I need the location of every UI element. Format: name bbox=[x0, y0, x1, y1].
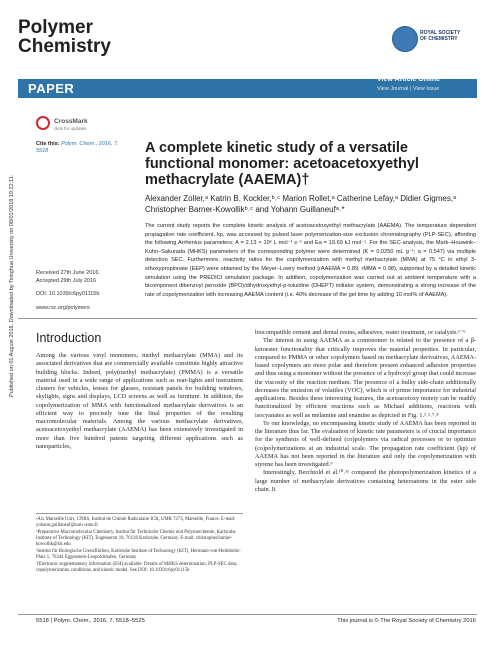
crossmark-icon bbox=[36, 116, 50, 130]
footnote-a: ᵃAix Marseille Univ, CNRS, Institut de Chimie Radicalaire ICR, UMR 7273, Marseille, France. E-mail: yohann.guillaneuf@univ-amu.fr bbox=[36, 517, 236, 529]
paragraph: Interestingly, Berchtold et al.¹⁰˒¹¹ compared the photopolymerization kinetics of a large number of methacrylate derivatives containing heteroatoms in the ester side chain. It bbox=[255, 469, 476, 493]
rsc-logo-text bbox=[420, 30, 460, 42]
paragraph: To our knowledge, no encompassing kinetic study of AAEMA has been reported in the literature thus far. The evaluation of kinetic rate parameters is of crucial importance for the synthesis of well-defined (co)polymers via radical processes or to optimize (co)polymerizations at an industrial scale. The propagation rate coefficient (kp) of AAEMA has not been reported in the literature and only the copolymerization with styrene has been investigated.⁹ bbox=[255, 419, 476, 468]
page-footer-citation: 5518 | Polym. Chem., 2016, 7, 5518–5525 bbox=[36, 618, 145, 624]
section-label: PAPER bbox=[28, 81, 75, 96]
paragraph: biocompatible cement and dental resins, adhesives, water treatment, or catalysts.¹⁻⁶ bbox=[255, 329, 466, 336]
rsc-crest-icon bbox=[392, 26, 418, 52]
author-list: Alexander Zoller,ᵃ Katrin B. Kockler,ᵇ˒ᶜ Marion Rollet,ᵃ Catherine Lefay,ᵃ Didier Gigmes,ᵃ Christopher Barner-Kowollikᵇ˒ᶜ and Yohann Guillaneufᵃ˒* bbox=[145, 194, 457, 214]
doi[interactable]: DOI: 10.1039/c6py01115b bbox=[36, 291, 100, 297]
crossmark-label: CrossMark bbox=[54, 118, 88, 125]
footer-divider bbox=[18, 614, 477, 615]
journal-title-line1: Polymer bbox=[18, 17, 93, 38]
affiliation-footnotes bbox=[36, 517, 243, 575]
download-side-note: Published on 01 August 2016. Downloaded by Tsinghua University on 08/01/2018 19:22:11. bbox=[9, 174, 15, 397]
paragraph: The interest in using AAEMA as a comonomer is related to the presence of a β-ketoester functionality that critically improves the material properties. In particular, compared to PMMA or other copolymers based on methacrylate derivatives, AAEMA-based copolymers are more polar and therefore present enhanced adhesion properties and thus using a monomer without the presence of a hydroxyl group that could increase the viscosity of the reaction medium. The presence of a bulky side-chain additionally decreases the emission of volatiles (VOC), which is of prime importance for industrial applications. Besides these interesting features, the acetoacetoxy moiety can be readily functionalized by efficient reactions such as Michael additions, reactions with isocyanates as well as melamine and enamine as depicted in Fig. 1.¹˒²˒⁷˒⁸ bbox=[255, 337, 476, 419]
journal-title bbox=[18, 18, 111, 56]
journal-title-line2: Chemistry bbox=[18, 36, 111, 57]
article-history bbox=[36, 270, 136, 312]
footnote-esi: †Electronic supplementary information (ESI) available: Details of MHKS determination, PLP-SEC data, copolymerization conditions, and kinetic model. See DOI: 10.1039/c6py01115b bbox=[36, 561, 238, 574]
view-article-online-link[interactable]: View Article Online bbox=[377, 76, 441, 83]
article-title: A complete kinetic study of a versatile functional monomer: acetoacetoxyethyl methacrylate (AAEMA)† bbox=[145, 140, 419, 188]
abstract: The current study reports the complete kinetic analysis of acetoacetoxyethyl methacrylate (AAEMA). The temperature dependent propagation rate coefficient, kp, was accessed by pulsed laser polymerization-size exclusion chromatography (PLP-SEC), affording the following Arrhenius parameters: A = 2.13 × 10⁶ L mol⁻¹ s⁻¹ and Ea = 19.69 kJ mol⁻¹. For the SEC-analysis, the Mark–Houwink–Kuhn–Sakurada (MHKS) parameters of the corresponding polymer were determined (K = 0.0250 mL g⁻¹; α = 0.547) via multiple detection SEC. Furthermore, reactivity ratios for the copolymerization with methyl methacrylate (MMA) at 75 °C in ethyl 3-ethoxypropionate (EEP) were obtained by the Meyer–Lowry method (rAAEMA = 0.89; rMMA = 0.98), supported by a detailed kinetic simulation using the PREDICI simulation package. In addition, copolymerization was carried out at ambient temperature with a bicomponent dibenzoyl peroxide (BPO)/dihydroxyethyl-p-toluidine (DHEPT) initiator system, demonstrating a strong increase of the rate of copolymerization with increasing AAEMA content (i.e. 40% decrease of the gel time by adding 10 mol% of AAEMA). bbox=[145, 223, 476, 298]
rsc-logo-line1: ROYAL SOCIETY bbox=[420, 30, 461, 36]
footnote-b: ᵇPreparative Macromolecular Chemistry, Institut für Technische Chemie und Polymerchemie, Karlsruhe Institute of Technology (KIT), Engesserstr 18, 76128 Karlsruhe, Germany. E-mail: christopher.barner-kowollik@kit.edu bbox=[36, 529, 236, 548]
body-column-left bbox=[36, 352, 243, 451]
view-journal-link[interactable]: View Journal | View Issue bbox=[377, 86, 440, 92]
cite-label: Cite this: bbox=[36, 141, 60, 147]
paragraph: Among the various vinyl monomers, methyl methacrylate (MMA) and its associated derivatives that are commercially available constitute highly attractive building blocks. Indeed, poly(methyl methacrylate) (PMMA) is a versatile material used in a wide range of applications such as rear-lights and instrument clusters for vehicles, lenses for glasses, resistant panels for building windows, skylights, signs and displays, LCD screens as well as furniture. In addition, the copolymerization of MMA with functionalized methacrylate derivatives is an efficient way to precisely tune the final properties of the resulting macromolecular materials. Among the various methacrylate derivatives, acetoacetoxyethyl methacrylate (AAEMA) has been extensively investigated in more than five hundred patents targeting different applications such as nanoparticles, bbox=[36, 352, 243, 450]
header-divider bbox=[18, 318, 477, 319]
received-date: Received 27th June 2016, bbox=[36, 270, 100, 276]
accepted-date: Accepted 29th July 2016 bbox=[36, 277, 97, 284]
citation-block bbox=[36, 141, 131, 155]
body-column-right bbox=[255, 329, 476, 494]
introduction-heading: Introduction bbox=[36, 331, 102, 345]
journal-website[interactable]: www.rsc.org/polymers bbox=[36, 304, 90, 311]
crossmark-sub: click for updates bbox=[54, 126, 87, 131]
footnote-c: ᶜInstitut für Biologische Grenzflächen, Karlsruhe Institute of Technology (KIT), Hermann-von-Helmholtz-Platz 1, 76344 Eggenstein-Leopoldshafen, Germany bbox=[36, 549, 241, 561]
page-footer-copyright: This journal is © The Royal Society of Chemistry 2016 bbox=[337, 618, 476, 624]
rsc-logo-line2: OF CHEMISTRY bbox=[420, 36, 458, 42]
footnote-divider bbox=[36, 513, 243, 514]
cite-value[interactable]: Polym. Chem., 2016, 7, 5518 bbox=[36, 141, 119, 154]
rsc-logo[interactable] bbox=[392, 26, 492, 70]
